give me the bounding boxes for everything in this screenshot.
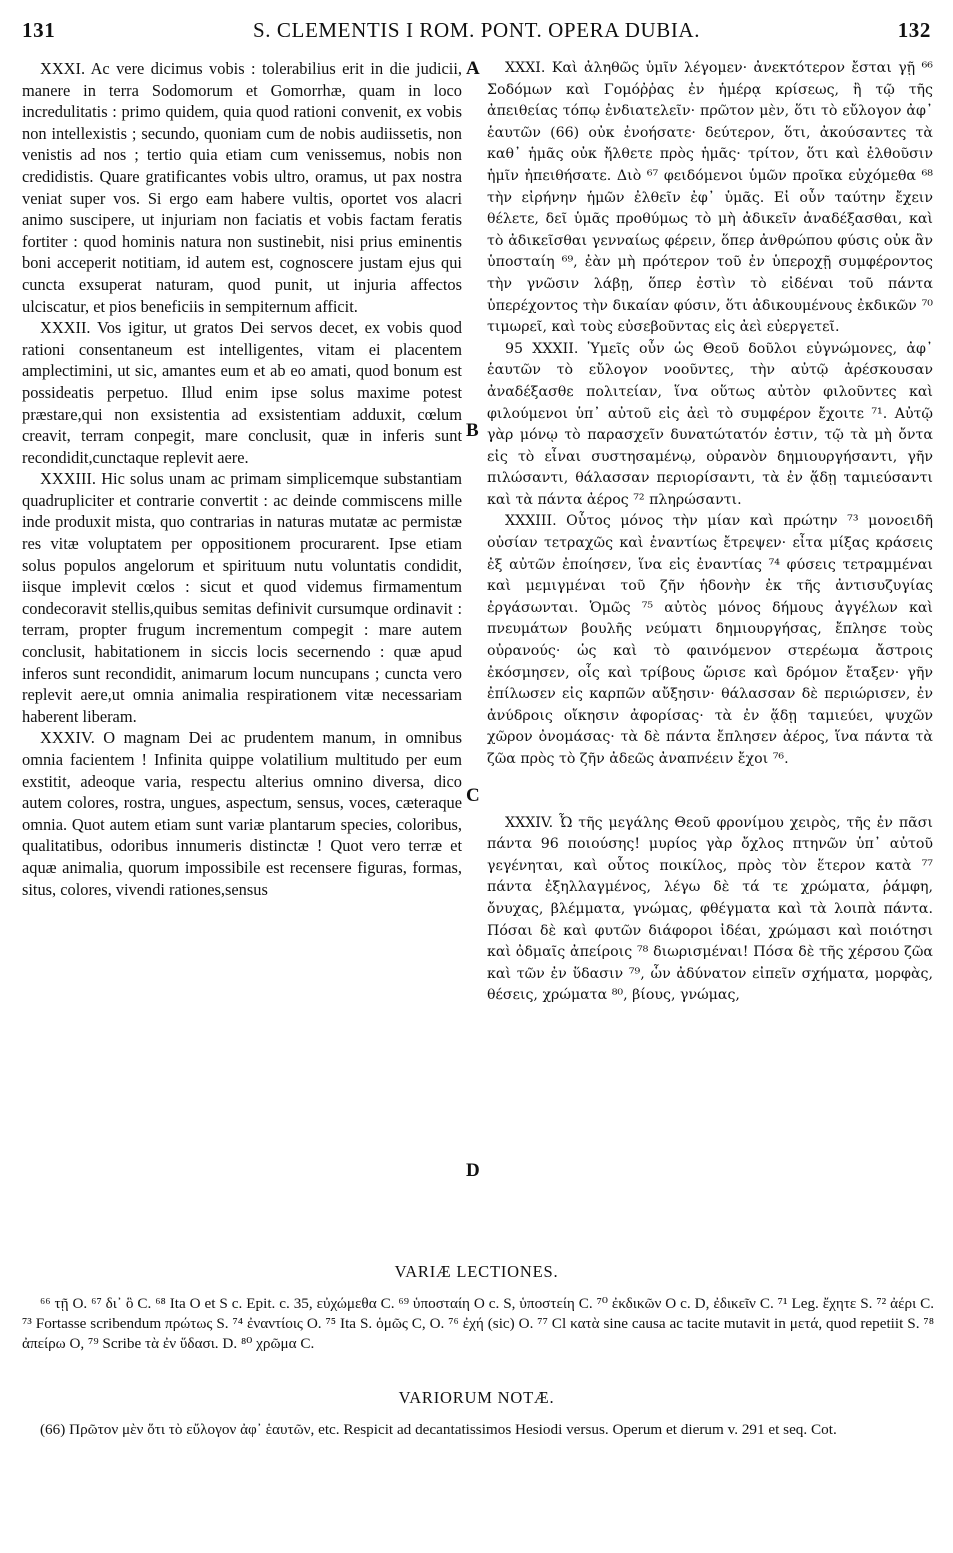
variorum-notae — [22, 1420, 934, 1440]
variae-lectiones — [22, 1294, 934, 1354]
latin-paragraph-34: XXXIV. O magnam Dei ac prudentem manum, in omnibus omnia facientem ! Infinita quippe volatilium multitudo per eum exstitit, adeoque varia, respectu alterius omnino diversa, dico autem colores, rostra, ungues, aspectum, sensus, voces, cæteraque omnia. Quot autem etiam sunt variæ plantarum species, coloribus, qualitatibus, odoribus innumeris distinctæ ! Quot vero terræ et aquæ animalia, quorum impossibile est recensere figuras, formas, situs, colores, vivendi rationes,sensus — [22, 728, 462, 899]
variorum-notae-title: VARIORUM NOTÆ. — [398, 1388, 555, 1407]
latin-column — [22, 58, 462, 900]
greek-paragraph-33: XXXIII. Οὗτος μόνος τὴν μίαν καὶ πρώτην ⁷³ μονοειδῆ οὐσίαν τετραχῶς καὶ ἐναντίως ἔτρεψεν· εἶτα μίξας κράσεις ἐξ αὐτῶν ἐποίησεν, ἵνα εἰς ἐναντίας ⁷⁴ φύσεις τετραμμέναι καὶ μεμιγμέναι τοῦ ζῆν ἡδονὴν ἐκ τῆς ἀντισυζυγίας ἐργάσωνται. Ὁμῶς ⁷⁵ αὐτὸς μόνος δήμους ἀγγέλων καὶ πνευμάτων βουλῆς νεύματι δημιουργήσας, ἔπλησε τοὺς οὐρανούς· ὡς καὶ τὸ φαινόμενον στερέωμα ἄστροις ἐκόσμησεν, οἷς καὶ τρίβους ὥρισε καὶ δρόμον ἔταξεν· γῆν ἐπίλωσεν εἰς καρπῶν αὔξησιν· θάλασσαν δὲ περιώρισεν, ἐν ἀνύδροις οἴκησιν ἀφορίσας· τὰ ἐν ᾅδῃ ταμιεύει, ψυχῶν χῶρον ὀνομάσας· τὰ δὲ πάντα ἔπλησεν ἀέρος, ἵνα πάντα τὰ ζῶα πρὸς τὸ ζῆν ἀδεῶς ἀναπνέειν ἔχοι ⁷⁶. — [487, 513, 933, 767]
variae-lectiones-title: VARIÆ LECTIONES. — [394, 1262, 559, 1281]
latin-paragraph-33: XXXIII. Hic solus unam ac primam simplicemque substantiam quadrupliciter et contrarie convertit : ac deinde commiscens mille inde produxit mista, quo contrarias in naturas mutatæ ac permistæ res vitæ voluptatem per oppositionem procurarent. Ipse etiam solus populos angelorum et spirituum nutu voluntatis condidit, iisque implevit cœlos : sicut et quod videmus firmamentum condecoravit stellis,quibus semitas definivit cursumque ordinavit : terram, propter frugum incrementum compegit : mare autem conclusit, habitationem in siccis locis secernendo : quæ apud inferos sunt recondidit, animarum locum nuncupans ; cuncta vero replevit aere,ut omnia animalia respirationem vitæ necessariam haberent liberam. — [22, 469, 462, 726]
variorum-notae-text: (66) Πρῶτον μὲν ὅτι τὸ εὔλογον ἀφ᾽ ἑαυτῶν, etc. Respicit ad decantatissimos Hesiodi versus. Operum et dierum v. 291 et seq. Cot. — [40, 1421, 837, 1438]
variae-lectiones-text: ⁶⁶ τῇ O. ⁶⁷ δι᾽ ὃ C. ⁶⁸ Ita O et S c. Epit. c. 35, εὐχώμεθα C. ⁶⁹ ὑποσταίη O c. S, ὑποστείη C. ⁷⁰ ἐκδικῶν O c. D, ἐδικεῖν C. ⁷¹ Leg. ἔχητε S. ⁷² ἀέρι C. ⁷³ Fortasse scribendum πρώτως S. ⁷⁴ ἐναντίοις O. ⁷⁵ Ita S. ὁμῶς C, O. ⁷⁶ ἐχή (sic) O. ⁷⁷ Cl κατὰ sine causa ac tacite mutavit in μετά, quod repetiit S. ⁷⁸ ἀπείρω O, ⁷⁹ Scribe τὰ ἐν ὕδασι. D. ⁸⁰ χρῶμα C. — [22, 1295, 934, 1352]
margin-marker-c: C — [466, 785, 480, 806]
page-number-left: 131 — [22, 18, 56, 42]
margin-marker-d: D — [466, 1160, 480, 1181]
page-title: S. CLEMENTIS I ROM. PONT. OPERA DUBIA. — [252, 18, 701, 42]
greek-paragraph-31: XXXI. Καὶ ἀληθῶς ὑμῖν λέγομεν· ἀνεκτότερον ἔσται γῇ ⁶⁶ Σοδόμων καὶ Γομόῤῥας ἐν ἡμέρᾳ κρίσεως, ἢ τῷ τῆς ἀπειθείας τόπῳ ἐνδιατελεῖν· πρῶτον μὲν, ὅτι τὸ εὔλογον ἀφ᾽ ἑαυτῶν (66) οὐκ ἐνοήσατε· δεύτερον, ὅτι, ἀκούσαντες τὰ καθ᾽ ἡμᾶς οὐκ ἤλθετε πρὸς ἡμᾶς· τρίτον, ὅτι καὶ ἐλθοῦσιν ἡμῖν ἠπειθήσατε. Διὸ ⁶⁷ φειδόμενοι ὑμῶν προῖκα εὐχόμεθα ⁶⁸ τὴν εἰρήνην ἡμῶν ἐλθεῖν ἐφ᾽ ὑμᾶς. Εἰ οὖν ταύτην ἔχειν θέλετε, δεῖ ὑμᾶς προθύμως τὸ μὴ ἀδικεῖν ἀναδέξασθαι, καὶ τὸ ἀδικεῖσθαι γενναίως φέρειν, ὅπερ ἀνθρώπου φύσις οὐκ ἂν ὑποσταίη ⁶⁹, ἐὰν μὴ πρότερον τοῦ ἐν ὑπεροχῇ συμφέροντος τὴν γνῶσιν λάβῃ, ὅπερ ἐστὶν τὸ εἰδέναι τοῦ πάντα ὑπερέχοντος τὴν δικαίαν φύσιν, ὅτι ἀδικουμένους ἐκδικῶν ⁷⁰ τιμωρεῖ, καὶ τοὺς εὐσεβοῦντας εἰς ἀεὶ εὐεργετεῖ. — [487, 60, 933, 336]
running-header — [22, 18, 931, 48]
margin-marker-b: B — [466, 420, 479, 441]
margin-marker-a: A — [466, 58, 480, 79]
greek-paragraph-34: XXXIV. Ὦ τῆς μεγάλης Θεοῦ φρονίμου χειρὸς, τῆς ἐν πᾶσι πάντα 96 ποιούσης! μυρίος γὰρ ὄχλος πτηνῶν ὑπ᾽ αὐτοῦ γεγένηται, καὶ οὗτος ποικίλος, πρὸς τὸν ἕτερον κατὰ ⁷⁷ πάντα ἐξηλλαγμένος, λέγω δὲ τά τε χρώματα, ῥάμφη, ὄνυχας, βλέμματα, γνώμας, φθέγματα καὶ τὰ λοιπὰ πάντα. Πόσαι δὲ καὶ φυτῶν διάφοροι ἰδέαι, χρώμασι καὶ ποιότησι καὶ ὀδμαῖς ἀπείροις ⁷⁸ διωρισμέναι! Πόσα δὲ τῆς χέρσου ζῶα καὶ τῶν ἐν ὕδασιν ⁷⁹, ὧν ἀδύνατον εἰπεῖν σχήματα, μορφὰς, θέσεις, χρώματα ⁸⁰, βίους, γνώμας, — [487, 814, 933, 1004]
page-number-right: 132 — [897, 18, 931, 42]
latin-paragraph-31: XXXI. Ac vere dicimus vobis : tolerabilius erit in die judicii, manere in terra Sodomorum et Gomorrhæ, quam in loco incredulitatis : primo quidem, quia quod rationi convenit, ex vobis non intellexistis ; secundo, quoniam cum de nobis audiissetis, non venistis ad nos ; tertio quia etiam cum venissemus, nobis non credidistis. Quare gratificantes vobis ultro, oramus, ut pax nostra veniat super vos. Si ergo eam habere vultis, oportet vos alacri animo suscipere, ut injuriam non faciatis et vobis factam feratis fortiter : quod hominis natura non sustinebit, nisi prius eminentis boni acceperit notitiam, id autem est, cognoscere justam ejus qui cuncta exsuperat naturam, quod punit, ut injuria affectos ulciscatur, et pios beneficiis in sempiternum afficit. — [22, 59, 462, 316]
greek-column — [487, 58, 933, 1007]
latin-paragraph-32: XXXII. Vos igitur, ut gratos Dei servos decet, ex vobis quod rationi consentaneum est intelligentes, vitam ei placentem amplectimini, ut sic, amantes eum et ab eo amati, quod bonum est possideatis perpetuo. Illud enim ipse solus maxime potest præstare,qui non exsistentia ad exsistentiam adduxit, cœlum creavit, terram conpegit, mare conclusit, quæ in inferis sunt recondidit,cunctaque replevit aere. — [22, 318, 462, 467]
greek-paragraph-32: 95 XXXII. Ὑμεῖς οὖν ὡς Θεοῦ δοῦλοι εὐγνώμονες, ἀφ᾽ ἑαυτῶν τὸ εὔλογον νοοῦντες, τὴν αὐτῷ ἀρέσκουσαν ἀναδέξασθε πολιτείαν, ἵνα οὕτως αὐτὸν φιλοῦντες καὶ φιλούμενοι ὑπ᾽ αὐτοῦ εἰς ἀεὶ τὸ συμφέρον ἔχοιτε ⁷¹. Αὐτῷ γὰρ μόνῳ τὸ παρασχεῖν δυνατώτατόν ἐστιν, τῷ τὰ μὴ ὄντα εἰς τὸ εἶναι συστησαμένῳ, οὐρανὸν δημιουργήσαντι, γῆν πιλώσαντι, θάλασσαν περιορίσαντι, τὰ ἐν ᾅδῃ ταμιεύσαντι καὶ τὰ πάντα ἀέρος ⁷² πληρώσαντι. — [487, 340, 933, 508]
